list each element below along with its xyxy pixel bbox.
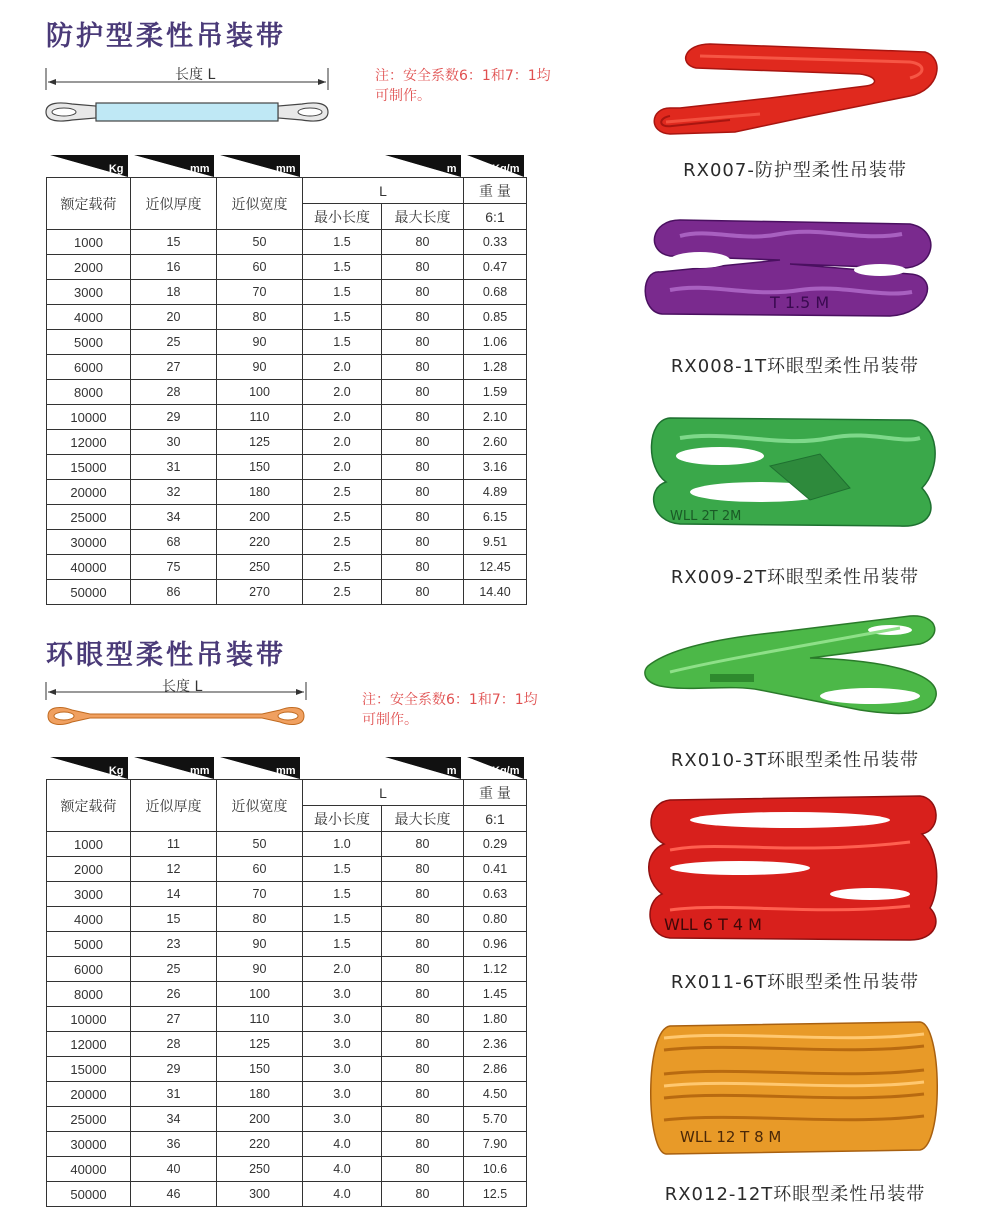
cell-thickness: 16 (131, 255, 217, 280)
table-row (47, 280, 527, 305)
cell-width: 100 (217, 380, 303, 405)
cell-width: 50 (217, 230, 303, 255)
cell-width: 70 (217, 280, 303, 305)
cell-width: 150 (217, 455, 303, 480)
cell-thickness: 31 (131, 1082, 217, 1107)
cell-weight: 1.80 (464, 1007, 527, 1032)
cell-thickness: 75 (131, 555, 217, 580)
cell-load: 25000 (47, 505, 131, 530)
table-row (47, 330, 527, 355)
cell-weight: 1.12 (464, 957, 527, 982)
cell-weight: 2.60 (464, 430, 527, 455)
cell-thickness: 30 (131, 430, 217, 455)
cell-weight: 12.45 (464, 555, 527, 580)
table-row (47, 1057, 527, 1082)
cell-load: 50000 (47, 1182, 131, 1207)
unit-row (47, 757, 527, 780)
table-row (47, 255, 527, 280)
cell-min-length: 2.5 (303, 580, 382, 605)
cell-load: 3000 (47, 280, 131, 305)
product-caption: RX011-6T环眼型柔性吊装带 (670, 972, 920, 993)
cell-max-length: 80 (382, 832, 464, 857)
cell-max-length: 80 (382, 857, 464, 882)
cell-load: 6000 (47, 957, 131, 982)
cell-thickness: 27 (131, 355, 217, 380)
sling-print: WLL 12 T 8 M (680, 1128, 782, 1146)
cell-thickness: 14 (131, 882, 217, 907)
cell-width: 180 (217, 1082, 303, 1107)
cell-load: 50000 (47, 580, 131, 605)
cell-thickness: 25 (131, 330, 217, 355)
table-row (47, 932, 527, 957)
cell-width: 220 (217, 530, 303, 555)
cell-weight: 2.86 (464, 1057, 527, 1082)
table-row (47, 832, 527, 857)
cell-min-length: 3.0 (303, 982, 382, 1007)
cell-width: 250 (217, 555, 303, 580)
cell-min-length: 2.5 (303, 530, 382, 555)
cell-width: 125 (217, 1032, 303, 1057)
cell-load: 4000 (47, 305, 131, 330)
table-row (47, 380, 527, 405)
unit-label: Kg/m (492, 765, 520, 777)
cell-load: 8000 (47, 982, 131, 1007)
cell-thickness: 29 (131, 1057, 217, 1082)
unit-label: mm (275, 163, 296, 175)
cell-load: 40000 (47, 1157, 131, 1182)
cell-min-length: 2.0 (303, 957, 382, 982)
sling-print: WLL 2T 2M (670, 509, 742, 524)
cell-max-length: 80 (382, 907, 464, 932)
unit-label: Kg/m (492, 163, 520, 175)
header-weight: 重 量 (464, 780, 527, 806)
cell-width: 300 (217, 1182, 303, 1207)
unit-label: mm (189, 163, 210, 175)
cell-width: 50 (217, 832, 303, 857)
cell-width: 220 (217, 1132, 303, 1157)
cell-weight: 0.47 (464, 255, 527, 280)
cell-load: 15000 (47, 1057, 131, 1082)
cell-min-length: 2.5 (303, 480, 382, 505)
cell-min-length: 1.5 (303, 932, 382, 957)
cell-min-length: 3.0 (303, 1007, 382, 1032)
cell-weight: 4.89 (464, 480, 527, 505)
header-ratio: 6:1 (464, 806, 527, 832)
cell-min-length: 3.0 (303, 1082, 382, 1107)
table-row (47, 530, 527, 555)
cell-max-length: 80 (382, 305, 464, 330)
table-row (47, 430, 527, 455)
cell-weight: 9.51 (464, 530, 527, 555)
cell-max-length: 80 (382, 280, 464, 305)
cell-thickness: 27 (131, 1007, 217, 1032)
cell-load: 2000 (47, 857, 131, 882)
cell-weight: 0.96 (464, 932, 527, 957)
cell-min-length: 2.0 (303, 405, 382, 430)
header-width: 近似宽度 (217, 780, 303, 832)
cell-thickness: 34 (131, 1107, 217, 1132)
cell-thickness: 34 (131, 505, 217, 530)
cell-width: 125 (217, 430, 303, 455)
length-label: 长度 L (175, 67, 216, 83)
cell-load: 1000 (47, 832, 131, 857)
product-caption: RX007-防护型柔性吊装带 (683, 160, 907, 181)
cell-width: 200 (217, 505, 303, 530)
cell-weight: 1.59 (464, 380, 527, 405)
cell-load: 30000 (47, 530, 131, 555)
cell-load: 12000 (47, 430, 131, 455)
table-row (47, 957, 527, 982)
product-caption: RX010-3T环眼型柔性吊装带 (670, 750, 920, 771)
cell-thickness: 15 (131, 907, 217, 932)
cell-min-length: 2.0 (303, 355, 382, 380)
cell-load: 15000 (47, 455, 131, 480)
table-row (47, 1132, 527, 1157)
cell-load: 40000 (47, 555, 131, 580)
safety-note: 注：安全系数6：1和7：1均可制作。 (362, 692, 538, 728)
section1-title: 防护型柔性吊装带 (46, 21, 286, 52)
cell-thickness: 26 (131, 982, 217, 1007)
cell-max-length: 80 (382, 1132, 464, 1157)
table-row (47, 1082, 527, 1107)
cell-load: 6000 (47, 355, 131, 380)
cell-weight: 0.41 (464, 857, 527, 882)
product-image-rx010 (640, 608, 945, 720)
cell-thickness: 18 (131, 280, 217, 305)
cell-min-length: 1.5 (303, 907, 382, 932)
table-row (47, 882, 527, 907)
table-row (47, 1107, 527, 1132)
cell-max-length: 80 (382, 932, 464, 957)
cell-max-length: 80 (382, 1157, 464, 1182)
table-row (47, 1157, 527, 1182)
cell-max-length: 80 (382, 430, 464, 455)
cell-min-length: 1.0 (303, 832, 382, 857)
cell-weight: 0.80 (464, 907, 527, 932)
cell-min-length: 3.0 (303, 1057, 382, 1082)
cell-max-length: 80 (382, 330, 464, 355)
product-caption: RX012-12T环眼型柔性吊装带 (664, 1184, 926, 1205)
cell-load: 10000 (47, 1007, 131, 1032)
table-row (47, 857, 527, 882)
header-width: 近似宽度 (217, 178, 303, 230)
table-row (47, 305, 527, 330)
cell-thickness: 28 (131, 1032, 217, 1057)
cell-load: 8000 (47, 380, 131, 405)
cell-width: 250 (217, 1157, 303, 1182)
cell-weight: 1.06 (464, 330, 527, 355)
unit-row (47, 155, 527, 178)
cell-weight: 0.33 (464, 230, 527, 255)
cell-weight: 5.70 (464, 1107, 527, 1132)
length-label: 长度 L (162, 679, 203, 695)
cell-width: 100 (217, 982, 303, 1007)
table-row (47, 982, 527, 1007)
cell-load: 3000 (47, 882, 131, 907)
cell-weight: 0.63 (464, 882, 527, 907)
cell-min-length: 1.5 (303, 280, 382, 305)
cell-load: 20000 (47, 480, 131, 505)
safety-note: 注：安全系数6：1和7：1均可制作。 (375, 68, 551, 104)
cell-max-length: 80 (382, 1107, 464, 1132)
table-row (47, 1032, 527, 1057)
cell-load: 12000 (47, 1032, 131, 1057)
cell-min-length: 2.5 (303, 505, 382, 530)
cell-thickness: 28 (131, 380, 217, 405)
cell-min-length: 1.5 (303, 255, 382, 280)
table-row (47, 505, 527, 530)
cell-min-length: 4.0 (303, 1157, 382, 1182)
cell-min-length: 1.5 (303, 330, 382, 355)
section2-title: 环眼型柔性吊装带 (46, 640, 286, 671)
cell-max-length: 80 (382, 1032, 464, 1057)
header-load: 额定载荷 (47, 178, 131, 230)
cell-weight: 6.15 (464, 505, 527, 530)
cell-weight: 14.40 (464, 580, 527, 605)
cell-min-length: 1.5 (303, 857, 382, 882)
cell-weight: 1.28 (464, 355, 527, 380)
cell-weight: 12.5 (464, 1182, 527, 1207)
cell-load: 25000 (47, 1107, 131, 1132)
cell-load: 20000 (47, 1082, 131, 1107)
cell-width: 270 (217, 580, 303, 605)
unit-label: Kg (108, 163, 124, 175)
product-image-rx009 (640, 408, 945, 530)
cell-weight: 2.36 (464, 1032, 527, 1057)
cell-thickness: 23 (131, 932, 217, 957)
cell-width: 110 (217, 405, 303, 430)
table-row (47, 1007, 527, 1032)
header-length: L (303, 780, 464, 806)
cell-min-length: 3.0 (303, 1032, 382, 1057)
cell-min-length: 2.0 (303, 455, 382, 480)
cell-thickness: 31 (131, 455, 217, 480)
cell-max-length: 80 (382, 982, 464, 1007)
cell-weight: 0.68 (464, 280, 527, 305)
cell-max-length: 80 (382, 1182, 464, 1207)
sling-print: WLL 6 T 4 M (664, 915, 762, 934)
cell-max-length: 80 (382, 455, 464, 480)
cell-load: 5000 (47, 932, 131, 957)
cell-thickness: 40 (131, 1157, 217, 1182)
header-length: L (303, 178, 464, 204)
cell-thickness: 15 (131, 230, 217, 255)
cell-weight: 2.10 (464, 405, 527, 430)
cell-width: 90 (217, 355, 303, 380)
cell-weight: 3.16 (464, 455, 527, 480)
table-row (47, 907, 527, 932)
product-image-rx012 (640, 1016, 945, 1158)
header-min-length: 最小长度 (303, 806, 382, 832)
cell-max-length: 80 (382, 355, 464, 380)
cell-width: 60 (217, 255, 303, 280)
table-row (47, 355, 527, 380)
cell-max-length: 80 (382, 505, 464, 530)
table-row (47, 230, 527, 255)
cell-load: 1000 (47, 230, 131, 255)
cell-weight: 10.6 (464, 1157, 527, 1182)
cell-weight: 7.90 (464, 1132, 527, 1157)
cell-min-length: 1.5 (303, 882, 382, 907)
table-row (47, 455, 527, 480)
cell-thickness: 32 (131, 480, 217, 505)
cell-min-length: 1.5 (303, 305, 382, 330)
cell-load: 4000 (47, 907, 131, 932)
header-max-length: 最大长度 (382, 806, 464, 832)
table-row (47, 405, 527, 430)
cell-thickness: 86 (131, 580, 217, 605)
cell-width: 150 (217, 1057, 303, 1082)
table-row (47, 480, 527, 505)
spec-table-protected (46, 155, 527, 605)
product-image-rx008 (640, 212, 945, 324)
cell-width: 80 (217, 907, 303, 932)
cell-max-length: 80 (382, 380, 464, 405)
cell-width: 110 (217, 1007, 303, 1032)
cell-max-length: 80 (382, 405, 464, 430)
header-load: 额定载荷 (47, 780, 131, 832)
cell-weight: 1.45 (464, 982, 527, 1007)
cell-width: 80 (217, 305, 303, 330)
cell-thickness: 20 (131, 305, 217, 330)
cell-width: 90 (217, 957, 303, 982)
product-caption: RX008-1T环眼型柔性吊装带 (670, 356, 920, 377)
cell-thickness: 29 (131, 405, 217, 430)
cell-max-length: 80 (382, 1057, 464, 1082)
unit-label: m (446, 765, 457, 777)
cell-width: 200 (217, 1107, 303, 1132)
cell-min-length: 3.0 (303, 1107, 382, 1132)
unit-label: m (446, 163, 457, 175)
unit-label: mm (189, 765, 210, 777)
cell-max-length: 80 (382, 882, 464, 907)
cell-min-length: 2.0 (303, 430, 382, 455)
cell-max-length: 80 (382, 1007, 464, 1032)
cell-min-length: 2.5 (303, 555, 382, 580)
cell-thickness: 25 (131, 957, 217, 982)
cell-width: 90 (217, 330, 303, 355)
cell-max-length: 80 (382, 957, 464, 982)
cell-max-length: 80 (382, 230, 464, 255)
cell-weight: 4.50 (464, 1082, 527, 1107)
header-min-length: 最小长度 (303, 204, 382, 230)
table-row (47, 555, 527, 580)
cell-width: 60 (217, 857, 303, 882)
unit-label: mm (275, 765, 296, 777)
sling-print: T 1.5 M (770, 293, 830, 312)
cell-load: 2000 (47, 255, 131, 280)
product-caption: RX009-2T环眼型柔性吊装带 (670, 567, 920, 588)
cell-width: 180 (217, 480, 303, 505)
cell-load: 30000 (47, 1132, 131, 1157)
cell-width: 70 (217, 882, 303, 907)
cell-thickness: 68 (131, 530, 217, 555)
cell-load: 10000 (47, 405, 131, 430)
cell-weight: 0.85 (464, 305, 527, 330)
header-ratio: 6:1 (464, 204, 527, 230)
table-row (47, 1182, 527, 1207)
header-thickness: 近似厚度 (131, 178, 217, 230)
cell-width: 90 (217, 932, 303, 957)
cell-min-length: 4.0 (303, 1182, 382, 1207)
cell-max-length: 80 (382, 555, 464, 580)
unit-label: Kg (108, 765, 124, 777)
cell-max-length: 80 (382, 530, 464, 555)
header-weight: 重 量 (464, 178, 527, 204)
cell-thickness: 46 (131, 1182, 217, 1207)
table-row (47, 580, 527, 605)
cell-thickness: 11 (131, 832, 217, 857)
product-image-rx011 (640, 790, 945, 945)
cell-max-length: 80 (382, 580, 464, 605)
cell-thickness: 12 (131, 857, 217, 882)
header-thickness: 近似厚度 (131, 780, 217, 832)
cell-min-length: 1.5 (303, 230, 382, 255)
cell-max-length: 80 (382, 1082, 464, 1107)
header-max-length: 最大长度 (382, 204, 464, 230)
product-image-rx007 (640, 38, 950, 143)
cell-min-length: 4.0 (303, 1132, 382, 1157)
cell-max-length: 80 (382, 255, 464, 280)
cell-load: 5000 (47, 330, 131, 355)
cell-thickness: 36 (131, 1132, 217, 1157)
cell-min-length: 2.0 (303, 380, 382, 405)
cell-max-length: 80 (382, 480, 464, 505)
spec-table-eye (46, 757, 527, 1207)
cell-weight: 0.29 (464, 832, 527, 857)
